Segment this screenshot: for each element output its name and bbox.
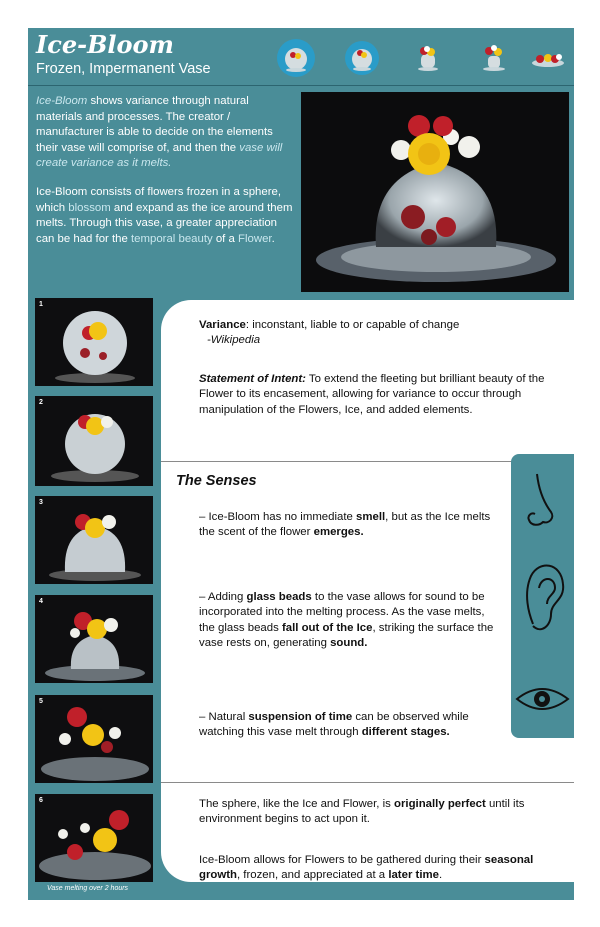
definition-source: -Wikipedia xyxy=(207,334,261,347)
smell-bold-1: smell xyxy=(356,511,386,523)
page-subtitle: Frozen, Impermanent Vase xyxy=(36,61,211,77)
divider xyxy=(161,782,574,783)
definition-term: Variance xyxy=(199,319,246,331)
stages-caption: Vase melting over 2 hours xyxy=(47,885,129,892)
stage-photo-1 xyxy=(35,298,153,386)
intent-text: To extend the fleeting but brilliant beauty of the Flower to its encasement, allowing for variance to occur through manipulation of the Flowers, Ice, and added elements. xyxy=(199,373,545,416)
intro-text-5: . xyxy=(271,232,275,245)
vase-stage-3-icon xyxy=(408,38,448,78)
closing-text-5: . xyxy=(438,869,443,882)
intro-text-1: shows variance through natural materials and processes. The creator / manufacturer is able to decide on the elements their vase will comprise of, and then the xyxy=(36,95,273,154)
senses-title: The Senses xyxy=(176,473,257,489)
stage-photo-6 xyxy=(35,794,153,882)
sound-text-1: – Adding xyxy=(199,591,247,603)
intro-paragraph-1 xyxy=(36,94,294,172)
closing-text-2: until its environment begins to act upon it. xyxy=(199,798,525,826)
vase-stage-1-icon xyxy=(276,38,316,78)
stage-label: 4 xyxy=(39,598,43,605)
stage-label: 1 xyxy=(39,301,43,308)
definition-text: : inconstant, liable to or capable of change xyxy=(245,319,460,331)
main-vase-photo xyxy=(301,92,569,292)
content-panel xyxy=(161,300,574,882)
intro-text-2: Ice-Bloom consists of flowers frozen in a sphere, which xyxy=(36,185,282,214)
page-title: Ice-Bloom xyxy=(36,30,174,59)
vase-stage-5-icon xyxy=(528,38,568,78)
closing-text-1: The sphere, like the Ice and Flower, is xyxy=(199,798,395,810)
vase-stage-2-icon xyxy=(342,38,382,78)
poster xyxy=(28,28,574,900)
sense-sight xyxy=(199,710,499,741)
sound-text-2: to the vase allows for sound to be incorporated into the melting process. As the vase melts, the glass beads xyxy=(199,591,485,634)
stage-label: 5 xyxy=(39,698,43,705)
intro-paragraph-2 xyxy=(36,185,294,247)
smell-bold-2: emerges. xyxy=(313,526,364,539)
intent-label: Statement of Intent: xyxy=(199,373,306,385)
definition xyxy=(199,318,569,349)
intro-name: Ice-Bloom xyxy=(36,95,88,107)
intro-highlight: vase will create variance as it melts. xyxy=(36,141,283,170)
stage-photo-4 xyxy=(35,595,153,683)
stage-label: 6 xyxy=(39,797,43,804)
senses-icon-bar xyxy=(511,454,574,738)
closing-text-4: , frozen, and appreciated at a xyxy=(236,869,389,882)
statement-of-intent xyxy=(199,372,569,418)
sound-bold-3: sound. xyxy=(330,637,368,650)
eye-icon xyxy=(511,674,574,724)
sight-bold-2: different stages. xyxy=(361,726,450,739)
stage-photo-3 xyxy=(35,496,153,584)
closing-text-3: Ice-Bloom allows for Flowers to be gathered during their xyxy=(199,854,485,866)
sight-bold-1: suspension of time xyxy=(248,711,353,723)
stage-photo-5 xyxy=(35,695,153,783)
sound-text-3: , striking the surface the vase rests on, generating xyxy=(199,621,494,650)
ear-icon xyxy=(511,554,574,644)
closing-bold-3: later time xyxy=(388,869,439,882)
stage-label: 3 xyxy=(39,499,43,506)
intro-highlight-flower: Flower xyxy=(238,232,272,245)
sound-bold-1: glass beads xyxy=(246,591,312,603)
stage-label: 2 xyxy=(39,399,43,406)
header-divider xyxy=(28,85,574,86)
intro-highlight-blossom: blossom xyxy=(68,201,111,214)
sense-sound xyxy=(199,590,499,652)
closing-paragraph-2 xyxy=(199,853,569,884)
vase-stage-4-icon xyxy=(474,38,514,78)
header-thumbnails xyxy=(276,36,568,80)
smell-text-2: , but as the Ice melts the scent of the flower xyxy=(199,511,491,539)
stage-photo-2 xyxy=(35,396,153,486)
intro-text xyxy=(36,94,294,260)
sound-bold-2: fall out of the Ice xyxy=(281,621,373,634)
header xyxy=(28,28,574,85)
nose-icon xyxy=(511,464,574,539)
sense-smell xyxy=(199,510,499,541)
intro-text-4: of a xyxy=(212,232,239,245)
closing-bold-2: seasonal growth xyxy=(199,854,534,882)
smell-text-1: – Ice-Bloom has no immediate xyxy=(199,511,357,523)
sight-text-1: – Natural xyxy=(199,711,249,723)
intro-highlight-temporal: temporal beauty xyxy=(131,232,213,245)
intro-text-3: and expand as the ice around them melts. Through this vase, a greater appreciation can be had for the xyxy=(36,201,293,245)
closing-paragraph-1 xyxy=(199,797,569,828)
sight-text-2: can be observed while watching this vase melt through xyxy=(199,711,469,739)
closing-bold-1: originally perfect xyxy=(394,798,486,810)
